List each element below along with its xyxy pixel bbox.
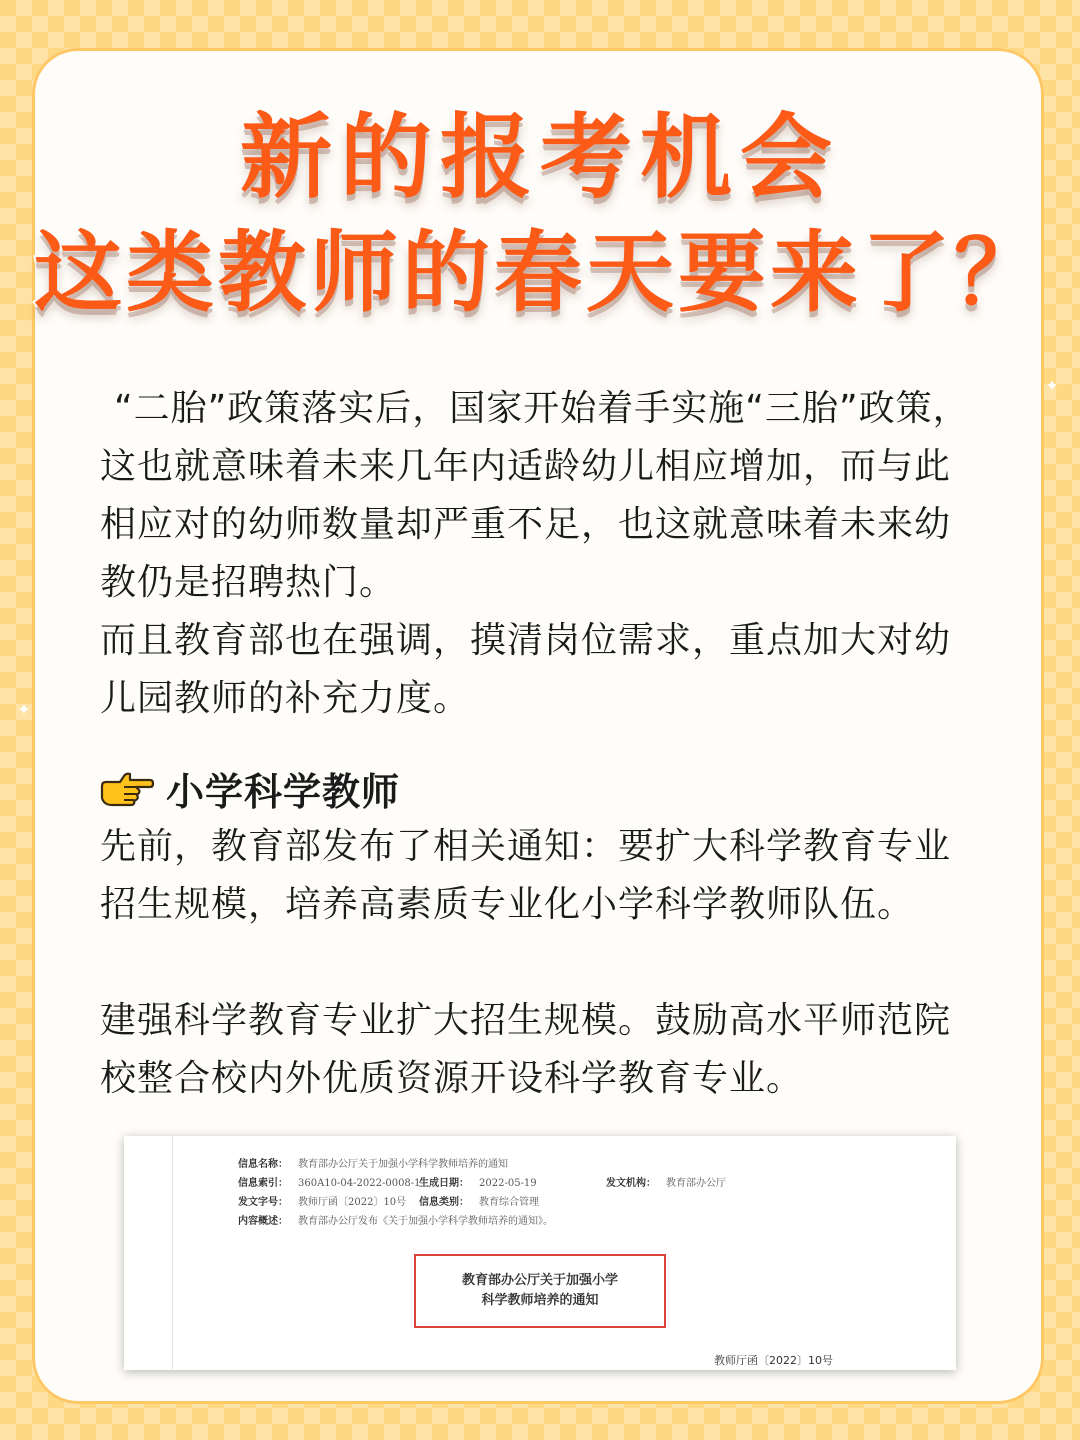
section-heading-text: 小学科学教师 <box>166 769 401 814</box>
title-line-2: 这类教师的春天要来了？ <box>33 221 1046 324</box>
notice-title-line-2: 科学教师培养的通知 <box>481 1293 599 1308</box>
section-heading <box>100 758 400 818</box>
sparkle-icon: ✦ <box>1045 376 1059 395</box>
notice-title-line-1: 教育部办公厅关于加强小学 <box>461 1273 618 1288</box>
doc-meta-index: 信息索引： 360A10-04-2022-0008-1 <box>238 1178 421 1189</box>
intro-paragraph-2: 而且教育部也在强调，摸清岗位需求，重点加大对幼儿园教师的补充力度。 <box>100 620 952 719</box>
title-line-1: 新的报考机会 <box>239 104 840 211</box>
notice-title-box <box>414 1254 666 1328</box>
sparkle-icon: ✦ <box>17 700 31 719</box>
pointing-hand-icon <box>100 768 154 808</box>
doc-meta-category: 信息类别： 教育综合管理 <box>419 1197 539 1208</box>
doc-number: 教师厅函〔2022〕10号 <box>714 1354 833 1367</box>
doc-meta-date: 生成日期： 2022-05-19 <box>419 1178 537 1189</box>
intro-paragraph: “二胎”政策落实后，国家开始着手实施“三胎”政策，这也就意味着未来几年内适龄幼儿相应增加，而与此相应对的幼师数量却严重不足，也这就意味着未来幼教仍是招聘热门。 <box>100 388 970 603</box>
section-paragraph-2: 建强科学教育专业扩大招生规模。鼓励高水平师范院校整合校内外优质资源开设科学教育专业。 <box>100 1000 952 1099</box>
doc-meta-number: 发文字号： 教师厅函〔2022〕10号 <box>238 1197 407 1208</box>
document-screenshot <box>124 1136 956 1370</box>
doc-meta-summary: 内容概述： 教育部办公厅发布《关于加强小学科学教师培养的通知》。 <box>238 1216 553 1227</box>
doc-meta-name: 信息名称： 教育部办公厅关于加强小学科学教师培养的通知 <box>238 1159 508 1170</box>
divider <box>172 1136 173 1370</box>
section-paragraph: 先前，教育部发布了相关通知：要扩大科学教育专业招生规模，培养高素质专业化小学科学教师队伍。 <box>100 826 952 925</box>
doc-meta-issuer: 发文机构： 教育部办公厅 <box>606 1178 726 1189</box>
